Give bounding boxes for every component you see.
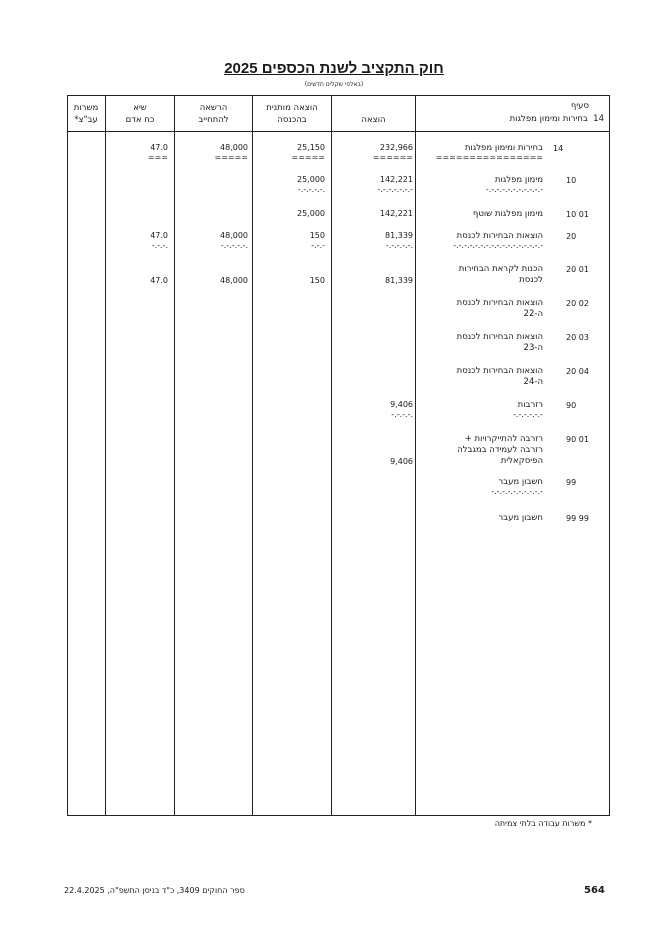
page-title: חוק התקציב לשנת הכספים 2025 (224, 60, 444, 77)
row-name: חשבון מעבר (498, 477, 543, 487)
row-name: בחירות ומימון מפלגות (464, 143, 543, 153)
row-code: 20 04 (566, 367, 589, 376)
conditional-underline: ===== (291, 153, 325, 162)
row-code: 20 03 (566, 333, 589, 342)
table-top-border (67, 95, 610, 96)
footnote: * משרות עבודה בלתי צמיתה (494, 819, 592, 828)
header-section-label: סעיף (570, 101, 589, 111)
expense-underline: -.-.-.-. (391, 410, 413, 419)
row-code: 20 01 (566, 265, 589, 274)
row-code: 10 01 (566, 210, 589, 219)
expense-underline: -.-.-.-.-. (385, 241, 413, 250)
conditional-value: 150 (309, 276, 325, 285)
row-name-underline: ================ (435, 153, 543, 162)
expense-value: 232,966 (379, 143, 413, 152)
table-left-border (67, 95, 68, 815)
expense-value: 81,339 (385, 231, 413, 240)
row-name: הוצאות הבחירות לכנסת ה-22 (456, 298, 543, 319)
header-expense: הוצאה (361, 115, 386, 125)
expense-value: 142,221 (379, 209, 413, 218)
table-col-divider (105, 95, 106, 815)
row-code: 14 (553, 144, 564, 153)
header-positions: משרות עב"צ* (73, 103, 99, 125)
header-conditional: הוצאה מותנית בהכנסה (266, 103, 318, 125)
row-code: 20 (566, 232, 577, 241)
peak-value: 47.0 (150, 231, 168, 240)
conditional-value: 150 (309, 231, 325, 240)
row-code: 10 (566, 176, 577, 185)
authorization-underline: -.-.-.-.-. (220, 241, 248, 250)
expense-underline: ====== (372, 153, 413, 162)
row-code: 90 (566, 401, 577, 410)
row-name: רזרבה להתייקרויות + רזרבה לעמידה במגבלה הפיסקאלית (457, 434, 543, 466)
row-name: הוצאות הבחירות לכנסת ה-24 (456, 366, 543, 387)
table-right-border (609, 95, 610, 815)
peak-value: 47.0 (150, 143, 168, 152)
expense-value: 9,406 (390, 457, 413, 466)
conditional-underline: -.-.- (311, 241, 325, 250)
peak-underline: -.-.-. (151, 241, 168, 250)
publication-line: ספר החוקים 3409, כ"ד בניסן התשפ"ה, 22.4.2025 (64, 886, 245, 895)
row-name-underline: -.-.-.-.-.- (512, 410, 543, 419)
row-name: רזרבות (517, 400, 543, 410)
authorization-underline: ===== (214, 153, 248, 162)
expense-value: 81,339 (385, 276, 413, 285)
peak-underline: === (147, 153, 168, 162)
expense-value: 142,221 (379, 175, 413, 184)
conditional-value: 25,150 (297, 143, 325, 152)
expense-underline: -.-.-.-.-.-.- (377, 185, 413, 194)
row-name-underline: -.-.-.-.-.-.-.-.-.-.- (485, 185, 543, 194)
table-col-divider (174, 95, 175, 815)
row-name-underline: -.-.-.-.-.-.-.-.-.-.-.-.-.-.-.-.- (453, 241, 543, 250)
row-code: 99 (566, 478, 577, 487)
row-code: 20 02 (566, 299, 589, 308)
row-name: הוצאות הבחירות לכנסת ה-23 (456, 332, 543, 353)
table-header-divider (67, 131, 610, 132)
row-code: 90 01 (566, 435, 589, 444)
table-col-divider (331, 95, 332, 815)
authorization-value: 48,000 (220, 143, 248, 152)
header-peak-manpower: שיא כח אדם (125, 103, 155, 125)
row-name: חשבון מעבר (498, 513, 543, 523)
conditional-value: 25,000 (297, 209, 325, 218)
table-col-divider (415, 95, 416, 815)
row-name: מימון מפלגות שוטף (472, 209, 543, 219)
header-authorization: הרשאה להתחייב (198, 103, 229, 125)
authorization-value: 48,000 (220, 276, 248, 285)
page-number: 564 (584, 885, 605, 896)
row-name-underline: -.-.-.-.-.-.-.-.-.- (491, 487, 543, 496)
row-code: 99 99 (566, 514, 589, 523)
conditional-underline: -.-.-.-.-. (297, 185, 325, 194)
row-name: הכנות לקראת הבחירות לכנסת (458, 264, 543, 285)
authorization-value: 48,000 (220, 231, 248, 240)
expense-value: 9,406 (390, 400, 413, 409)
header-section-name: 14 בחירות ומימון מפלגות (509, 114, 604, 124)
page-subtitle: (באלפי שקלים חדשים) (304, 81, 364, 88)
table-col-divider (252, 95, 253, 815)
conditional-value: 25,000 (297, 175, 325, 184)
row-name: הוצאות הבחירות לכנסת (456, 231, 543, 241)
table-bottom-border (67, 815, 610, 816)
row-name: מימון מפלגות (494, 175, 543, 185)
peak-value: 47.0 (150, 276, 168, 285)
